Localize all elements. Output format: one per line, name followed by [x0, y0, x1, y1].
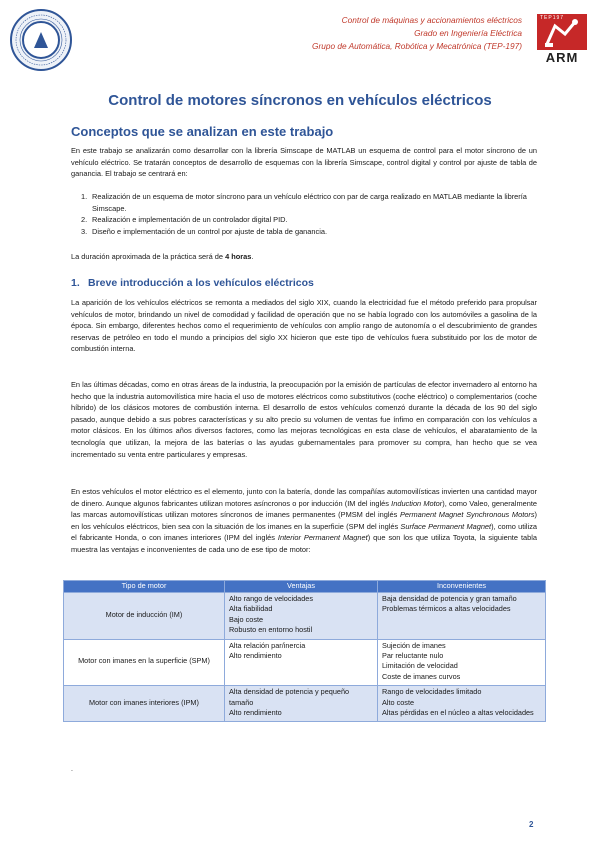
list-item	[71, 191, 537, 214]
seal-center	[22, 21, 60, 59]
list-item-text: Realización de un esquema de motor síncrono para un vehículo eléctrico con par de carga realizado en MATLAB mediante la librería Simscape.	[92, 192, 527, 213]
arm-logo-tep: TEP197	[540, 15, 565, 21]
p3-part-c: ) en los vehículos eléctricos, bien sea con la situación de los imanes en la superficie (SPM del inglés	[71, 510, 537, 531]
table-header-cell: Tipo de motor	[64, 581, 225, 593]
table-header-cell: Inconvenientes	[378, 581, 546, 593]
header-course: Control de máquinas y accionamientos eléctricos	[341, 15, 522, 25]
table-cell-motor: Motor de inducción (IM)	[64, 593, 225, 640]
table-cell-motor: Motor con imanes interiores (IPM)	[64, 686, 225, 722]
paragraph-history	[71, 297, 537, 355]
table-row	[64, 639, 546, 686]
duration-paragraph	[71, 251, 537, 263]
list-item	[71, 226, 537, 238]
table-cell-ventajas	[225, 593, 378, 640]
cell-line: Par reluctante nulo	[382, 651, 444, 661]
table-cell-ventajas	[225, 686, 378, 722]
cell-line: Alto rango de velocidades	[229, 594, 313, 603]
section-heading: Conceptos que se analizan en este trabajo	[71, 124, 334, 139]
paragraph-recent-text: En las últimas décadas, como en otras áreas de la industria, la preocupación por la emisión de partículas de efector invernadero al entorno ha hecho que la industria automovilística mire hacia el uso de motores eléctricos como substitutivos (coche eléctrico) o complementarios (coche híbrido) de los clásicos motores de combustión interna. El desarrollo de estos vehículos comenzó durante la década de los 90 del siglo pasado, aunque debido a sus pobres características y su alto precio su volumen de ventas fue ínfimo en comparación con los vehículos a motor clásicos. En los últimos años diversos factores, como las mejoras tecnológicas en esta clase de vehículos, el abaratamiento de la tecnología que utilizan, la mejora de las baterías o las ayudas gubernamentales para promover su compra, han hecho que se vea incrementado su venta entre particulares y empresas.	[71, 380, 537, 459]
p3-term-pmsm: Permanent Magnet Synchronous Motors	[399, 510, 535, 520]
stray-dot: .	[71, 766, 73, 773]
cell-line: Alto rendimiento	[229, 651, 282, 661]
university-seal-logo	[10, 9, 72, 71]
document-title: Control de motores síncronos en vehículos eléctricos	[108, 92, 492, 109]
p3-part-d: ), como utiliza el fabricante Honda, o con imanes interiores (IPM del inglés	[71, 521, 538, 543]
cell-line: Rango de velocidades limitado	[382, 687, 482, 697]
paragraph-motors	[71, 486, 537, 556]
seal-emblem-icon	[34, 32, 48, 48]
table-header-cell: Ventajas	[225, 581, 378, 593]
cell-line: Coste de imanes curvos	[382, 671, 461, 681]
cell-line: Bajo coste	[229, 614, 264, 624]
arm-group-logo	[537, 14, 587, 66]
p3-term-spm: Surface Permanent Magnet	[400, 521, 492, 531]
arm-logo-block	[537, 14, 587, 50]
cell-line: Baja densidad de potencia y gran tamaño	[382, 594, 517, 603]
duration-text: La duración aproximada de la práctica será de	[71, 252, 226, 261]
table-cell-motor: Motor con imanes en la superficie (SPM)	[64, 639, 225, 686]
header-degree: Grado en Ingeniería Eléctrica	[414, 28, 522, 38]
list-item	[71, 214, 537, 226]
cell-line: Alta fiabilidad	[229, 604, 273, 614]
list-item-text: Diseño e implementación de un control por ajuste de tabla de ganancia.	[92, 226, 328, 236]
table-row	[64, 593, 546, 640]
paragraph-recent	[71, 379, 537, 460]
list-item-number: 1.	[81, 192, 88, 201]
list-item-number: 2.	[81, 215, 88, 225]
arm-logo-label: ARM	[545, 50, 579, 65]
list-item-text: Realización e implementación de un controlador digital PID.	[92, 215, 288, 225]
p3-part-b: ), como Valeo, generalmente las marcas automovilísticas utilizan motores síncronos de imanes permanentes (PMSM del inglés	[71, 498, 537, 520]
header-info	[222, 14, 522, 53]
cell-line: Alto rendimiento	[229, 708, 282, 718]
table-cell-inconvenientes	[378, 639, 546, 686]
cell-line: Sujeción de imanes	[382, 640, 446, 650]
header-group: Grupo de Automática, Robótica y Mecatrónica (TEP-197)	[312, 41, 522, 51]
intro-text: En este trabajo se analizarán como desarrollar con la librería Simscape de MATLAB un esquema de control para el motor síncrono de un vehículo eléctrico. Se tratarán conceptos de desarrollo de esquemas con la librería Simscape, control digital y control por ajuste de tabla de ganancia. El trabajo se centrará en:	[71, 146, 537, 179]
table-cell-ventajas	[225, 639, 378, 686]
cell-line: Alta densidad de potencia y pequeño tamaño	[229, 687, 350, 707]
p3-term-im: Induction Motor	[391, 498, 443, 508]
page-number: 2	[529, 820, 534, 829]
duration-end: .	[251, 252, 254, 261]
intro-paragraph	[71, 145, 537, 180]
table-header-row	[64, 581, 546, 593]
subsection-number: 1.	[71, 277, 80, 289]
cell-line: Alta relación par/inercia	[229, 640, 306, 650]
objectives-list	[71, 191, 537, 237]
table-cell-inconvenientes	[378, 686, 546, 722]
table-row	[64, 686, 546, 722]
p3-part-a: En estos vehículos el motor eléctrico es el elemento, junto con la batería, donde las compañías automovilísticas invierten una cantidad mayor de dinero. Aunque algunos fabricantes utilizan motores asíncronos o por inducción (IM del inglés	[71, 487, 537, 508]
table-cell-inconvenientes	[378, 593, 546, 640]
p3-term-ipm: Interior Permanent Magnet	[277, 533, 368, 543]
duration-value: 4 horas	[225, 252, 252, 261]
p3-part-e: ) que son los que utiliza Toyota, la siguiente tabla muestra las ventajas e inconvenientes de cada uno de ese tipo de motor:	[71, 533, 537, 554]
list-item-number: 3.	[81, 226, 88, 236]
cell-line: Alto coste	[382, 697, 415, 707]
cell-line: Problemas térmicos a altas velocidades	[382, 604, 511, 614]
cell-line: Robusto en entorno hostil	[229, 625, 313, 635]
cell-line: Limitación de velocidad	[382, 661, 458, 671]
cell-line: Altas pérdidas en el núcleo a altas velocidades	[382, 708, 534, 718]
subsection-heading: Breve introducción a los vehículos eléctricos	[88, 277, 314, 289]
paragraph-history-text: La aparición de los vehículos eléctricos se remonta a mediados del siglo XIX, cuando la electricidad fue el método preferido para propulsar vehículos de motor, brindando un nivel de comodidad y facilidad de operación que no se había logrado con los automóviles a gasolina de la época. Sin embargo, diferentes hechos como el requerimiento de vehículos con amplio rango de autonomía o el descubrimiento de grandes reservas de petróleo en todo el mundo a principios del siglo XX hicieron que este tipo de vehículos fuera substituido por los de motor de combustión interna.	[71, 298, 537, 354]
motor-comparison-table	[63, 580, 546, 722]
